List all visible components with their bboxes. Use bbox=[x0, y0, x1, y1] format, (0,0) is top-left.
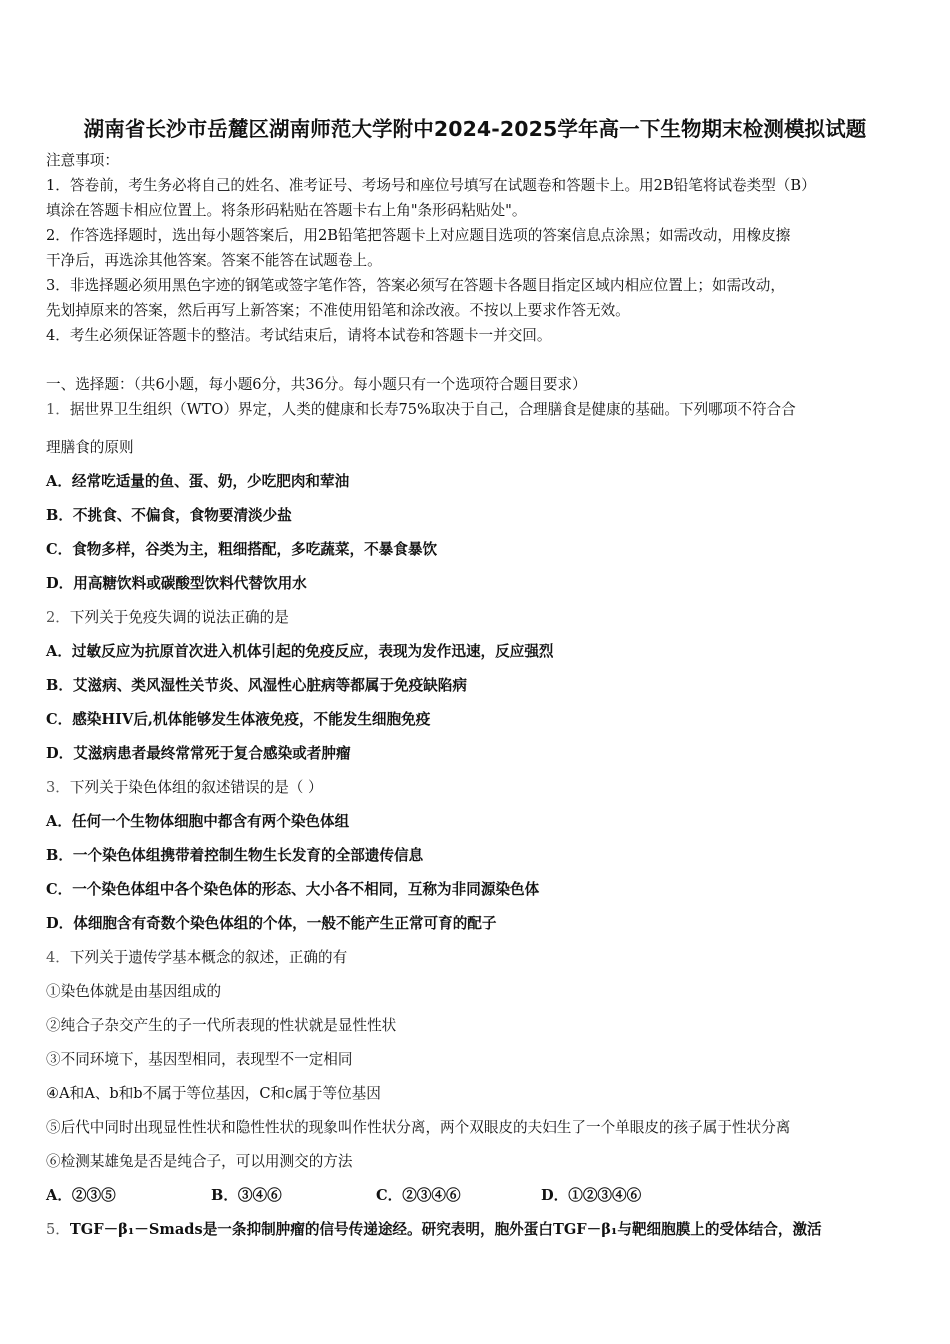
question-5-stem bbox=[46, 1220, 822, 1240]
question-text: 下列关于染色体组的叙述错误的是（ ） bbox=[69, 779, 323, 796]
q4-statement: ④A和A、b和b不属于等位基因，C和c属于等位基因 bbox=[46, 1085, 381, 1102]
notice-line: 1．答卷前，考生务必将自己的姓名、准考证号、考场号和座位号填写在试题卷和答题卡上。用2B铅笔将试卷类型（B） bbox=[46, 177, 816, 194]
notice-line: 填涂在答题卡相应位置上。将条形码粘贴在答题卡右上角"条形码粘贴处"。 bbox=[46, 202, 527, 219]
q2-option-a: A．过敏反应为抗原首次进入机体引起的免疫反应，表现为发作迅速，反应强烈 bbox=[46, 643, 554, 660]
notice-line: 2．作答选择题时，选出每小题答案后，用2B铅笔把答题卡上对应题目选项的答案信息点涂黑；如需改动，用橡皮擦 bbox=[46, 227, 791, 244]
question-number: 4． bbox=[46, 949, 70, 966]
question-number: 1． bbox=[46, 401, 70, 418]
q2-option-d: D．艾滋病患者最终常常死于复合感染或者肿瘤 bbox=[46, 745, 351, 762]
question-number: 2． bbox=[46, 609, 70, 626]
notice-line: 先划掉原来的答案，然后再写上新答案；不准使用铅笔和涂改液。不按以上要求作答无效。 bbox=[46, 302, 630, 319]
q2-option-b: B．艾滋病、类风湿性关节炎、风湿性心脏病等都属于免疫缺陷病 bbox=[46, 677, 467, 694]
question-number: 3． bbox=[46, 779, 70, 796]
notice-heading: 注意事项： bbox=[46, 152, 119, 169]
notice-line: 干净后，再选涂其他答案。答案不能答在试题卷上。 bbox=[46, 252, 382, 269]
question-1-stem-cont: 理膳食的原则 bbox=[46, 439, 134, 456]
question-text: 下列关于遗传学基本概念的叙述，正确的有 bbox=[69, 949, 348, 966]
q2-option-c: C．感染HIV后,机体能够发生体液免疫，不能发生细胞免疫 bbox=[46, 711, 431, 728]
q4-statement: ⑥检测某雄兔是否是纯合子，可以用测交的方法 bbox=[46, 1153, 353, 1170]
q1-option-c: C．食物多样，谷类为主，粗细搭配，多吃蔬菜，不暴食暴饮 bbox=[46, 541, 438, 558]
q4-statement: ①染色体就是由基因组成的 bbox=[46, 983, 222, 1000]
q4-option-c: C．②③④⑥ bbox=[376, 1187, 461, 1204]
question-text: 据世界卫生组织（WTO）界定，人类的健康和长寿75%取决于自己，合理膳食是健康的基础。下列哪项不符合合 bbox=[69, 401, 796, 418]
question-text: TGF－β₁－Smads是一条抑制肿瘤的信号传递途经。研究表明，胞外蛋白TGF－β₁与靶细胞膜上的受体结合，激活 bbox=[69, 1221, 822, 1238]
notice-line: 4．考生必须保证答题卡的整洁。考试结束后，请将本试卷和答题卡一并交回。 bbox=[46, 327, 552, 344]
question-3-stem bbox=[46, 778, 323, 798]
q3-option-a: A．任何一个生物体细胞中都含有两个染色体组 bbox=[46, 813, 350, 830]
question-4-stem bbox=[46, 948, 347, 968]
q1-option-a: A．经常吃适量的鱼、蛋、奶，少吃肥肉和荤油 bbox=[46, 473, 350, 490]
q1-option-d: D．用高糖饮料或碳酸型饮料代替饮用水 bbox=[46, 575, 307, 592]
q1-option-b: B．不挑食、不偏食，食物要清淡少盐 bbox=[46, 507, 292, 524]
q4-option-a: A．②③⑤ bbox=[46, 1187, 116, 1204]
question-1-stem bbox=[46, 400, 796, 420]
q4-statement: ③不同环境下，基因型相同，表现型不一定相同 bbox=[46, 1051, 353, 1068]
q4-option-b: B．③④⑥ bbox=[211, 1187, 282, 1204]
question-text: 下列关于免疫失调的说法正确的是 bbox=[69, 609, 289, 626]
section-heading: 一、选择题：（共6小题，每小题6分，共36分。每小题只有一个选项符合题目要求） bbox=[46, 376, 587, 393]
question-2-stem bbox=[46, 608, 289, 628]
question-number: 5． bbox=[46, 1221, 70, 1238]
q3-option-b: B．一个染色体组携带着控制生物生长发育的全部遗传信息 bbox=[46, 847, 424, 864]
q4-statement: ②纯合子杂交产生的子一代所表现的性状就是显性性状 bbox=[46, 1017, 397, 1034]
q3-option-c: C．一个染色体组中各个染色体的形态、大小各不相同，互称为非同源染色体 bbox=[46, 881, 540, 898]
q4-statement: ⑤后代中同时出现显性性状和隐性性状的现象叫作性状分离，两个双眼皮的夫妇生了一个单眼皮的孩子属于性状分离 bbox=[46, 1119, 791, 1136]
q4-option-d: D．①②③④⑥ bbox=[541, 1187, 642, 1204]
page-title: 湖南省长沙市岳麓区湖南师范大学附中2024-2025学年高一下生物期末检测模拟试题 bbox=[83, 117, 867, 141]
q3-option-d: D．体细胞含有奇数个染色体组的个体，一般不能产生正常可育的配子 bbox=[46, 915, 497, 932]
notice-line: 3．非选择题必须用黑色字迹的钢笔或签字笔作答，答案必须写在答题卡各题目指定区域内相应位置上；如需改动， bbox=[46, 277, 785, 294]
